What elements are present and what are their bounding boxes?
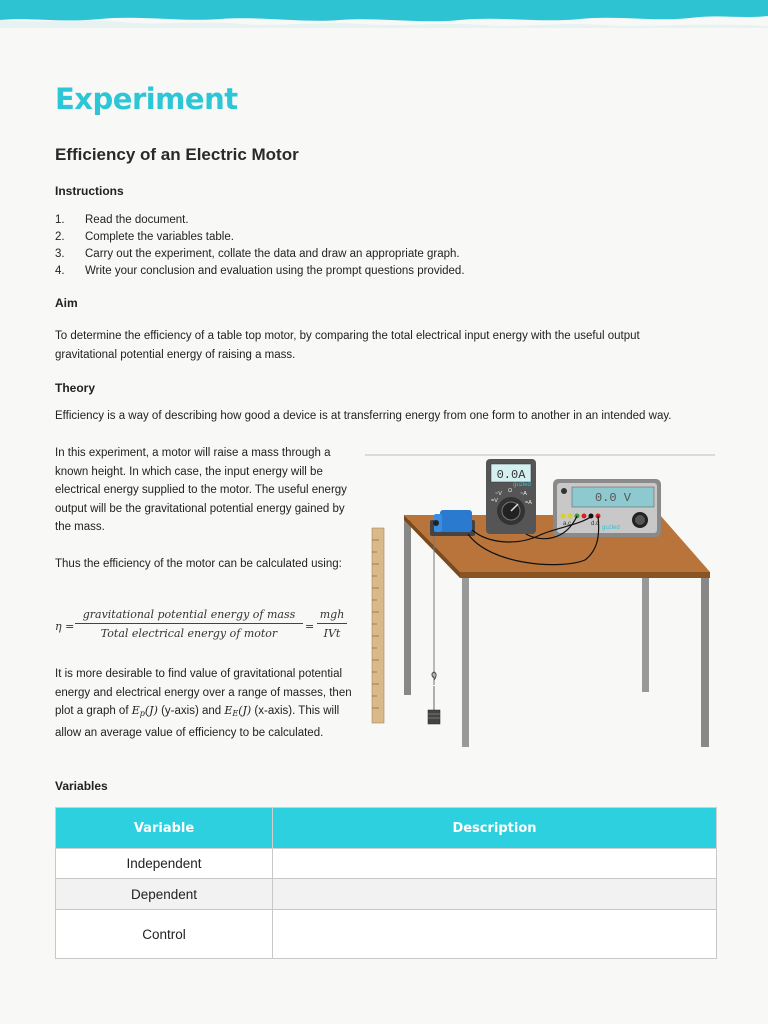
column-header-variable: Variable [56, 808, 273, 849]
theory-heading: Theory [55, 381, 96, 395]
page-title: Experiment [55, 82, 238, 116]
variables-heading: Variables [55, 779, 108, 793]
theory-intro: Efficiency is a way of describing how good a device is at transferring energy from one form to another in an intended way. [55, 410, 672, 422]
svg-text:a.c.: a.c. [563, 521, 573, 527]
hanging-mass-icon [428, 686, 440, 724]
ruler-icon [372, 528, 384, 723]
column-header-description: Description [273, 808, 717, 849]
svg-text:guzled: guzled [602, 525, 620, 531]
variable-cell: Dependent [56, 879, 273, 910]
apparatus-illustration [360, 450, 720, 760]
theory-paragraph-1: In this experiment, a motor will raise a mass through a known height. In which case, the input energy will be electrical energy supplied to the motor. The useful energy output will be the gravitational potential energy gained by the mass. [55, 447, 347, 533]
motor-icon [430, 510, 475, 536]
instructions-heading: Instructions [55, 184, 124, 198]
theory-paragraph-3: It is more desirable to find value of gravitational potential energy and electrical energy over a range of masses, then plot a graph of $E_p(J)$ (y-axis) and $E_E(J)$ (x-axis). This will allow an average value of efficiency to be calculated. [55, 668, 352, 739]
ammeter-icon [486, 459, 536, 534]
svg-text:guzled: guzled [513, 482, 531, 488]
list-item: 4. Write your conclusion and evaluation using the prompt questions provided. [55, 265, 465, 277]
instructions-list [55, 212, 465, 280]
svg-text:=V: =V [491, 498, 498, 504]
svg-text:Ω: Ω [508, 488, 513, 494]
description-cell[interactable] [273, 910, 717, 959]
svg-text:0.0A: 0.0A [496, 468, 526, 482]
description-cell[interactable] [273, 879, 717, 910]
aim-text: To determine the efficiency of a table top motor, by comparing the total electrical input energy with the useful output gravitational potential energy of raising a mass. [55, 330, 640, 361]
svg-text:=A: =A [525, 500, 532, 506]
variable-cell: Control [56, 910, 273, 959]
efficiency-formula: η = gravitational potential energy of mass Total electrical energy of motor = mgh IVt [55, 608, 355, 644]
table-row [56, 910, 717, 959]
list-item: 2. Complete the variables table. [55, 231, 234, 243]
svg-text:~A: ~A [520, 491, 527, 497]
svg-text:d.c: d.c [591, 521, 600, 527]
theory-paragraph-2: Thus the efficiency of the motor can be calculated using: [55, 558, 342, 570]
top-brush-stripe [0, 0, 768, 40]
variables-table [55, 807, 717, 959]
experiment-subtitle: Efficiency of an Electric Motor [55, 145, 299, 164]
variable-cell: Independent [56, 849, 273, 879]
table-row [56, 879, 717, 910]
list-item: 1. Read the document. [55, 214, 189, 226]
table-row [56, 849, 717, 879]
aim-heading: Aim [55, 296, 78, 310]
description-cell[interactable] [273, 849, 717, 879]
svg-text:~V: ~V [495, 491, 502, 497]
list-item: 3. Carry out the experiment, collate the data and draw an appropriate graph. [55, 248, 460, 260]
svg-text:0.0 V: 0.0 V [594, 491, 632, 505]
